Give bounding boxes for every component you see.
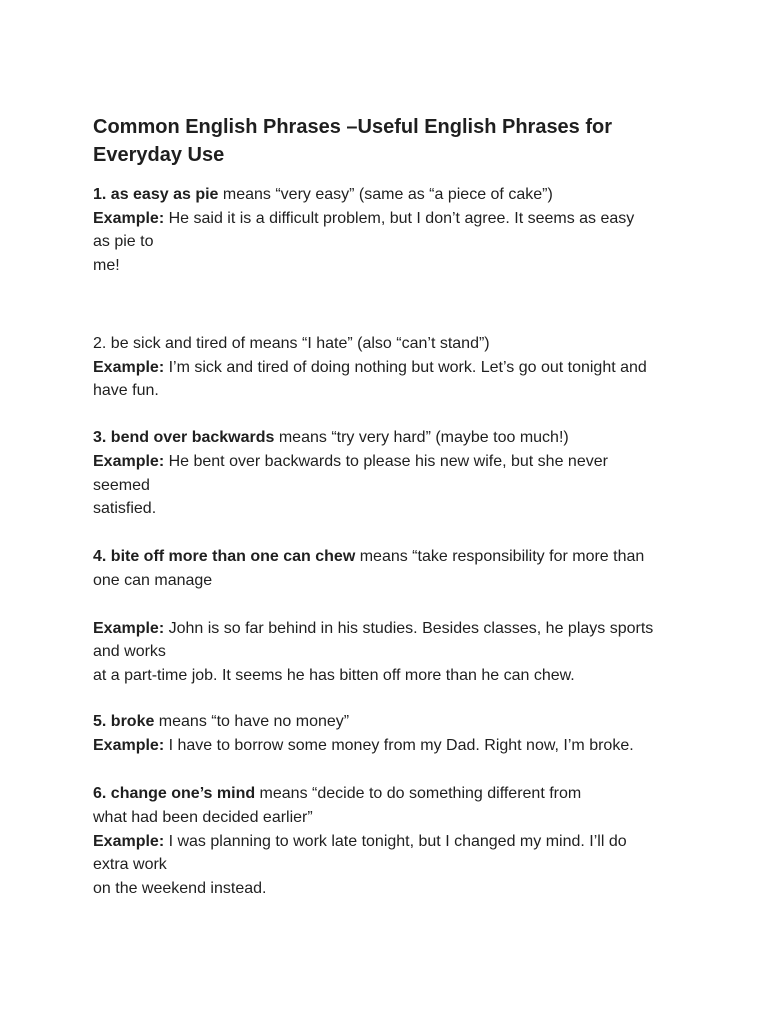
- example-label: Example:: [93, 359, 165, 376]
- example-label: Example:: [93, 210, 165, 227]
- entry-6-example-line-3: on the weekend instead.: [93, 880, 267, 897]
- entry-4-term: 4. bite off more than one can chew: [93, 548, 356, 565]
- entry-1-meaning: means “very easy” (same as “a piece of cake”): [218, 186, 553, 203]
- entry-5-term: 5. broke: [93, 713, 155, 730]
- entry-6-term: 6. change one’s mind: [93, 785, 256, 802]
- entry-1-example-line-1: Example: He said it is a difficult problem, but I don’t agree. It seems as easy: [93, 210, 635, 227]
- entry-4-example-line-1: Example: John is so far behind in his studies. Besides classes, he plays sports: [93, 620, 654, 637]
- entry-4-meaning-line-2: one can manage: [93, 572, 213, 589]
- entry-4-example-line-2: and works: [93, 643, 166, 660]
- entry-3-example-line-3: satisfied.: [93, 500, 157, 517]
- entry-2-example-line-1: Example: I’m sick and tired of doing nothing but work. Let’s go out tonight and: [93, 359, 647, 376]
- entry-4-meaning: means “take responsibility for more than: [355, 548, 645, 565]
- title-line-2: Everyday Use: [93, 144, 225, 166]
- entry-6-example-line-1: Example: I was planning to work late tonight, but I changed my mind. I’ll do: [93, 833, 627, 850]
- entry-6-definition: [93, 783, 581, 805]
- entry-5-example-line-1: Example: I have to borrow some money from my Dad. Right now, I’m broke.: [93, 737, 634, 754]
- example-label: Example:: [93, 620, 165, 637]
- example-label: Example:: [93, 453, 165, 470]
- entry-2-definition: 2. be sick and tired of means “I hate” (also “can’t stand”): [93, 335, 490, 352]
- entry-3-example-line-2: seemed: [93, 477, 150, 494]
- entry-3-definition: [93, 427, 569, 449]
- entry-1-definition: [93, 184, 553, 206]
- entry-2-example-line-2: have fun.: [93, 382, 159, 399]
- entry-1-term: 1. as easy as pie: [93, 186, 219, 203]
- entry-3-term: 3. bend over backwards: [93, 429, 275, 446]
- entry-1-example-line-2: as pie to: [93, 233, 154, 250]
- entry-1-example-line-3: me!: [93, 257, 120, 274]
- entry-3-meaning: means “try very hard” (maybe too much!): [274, 429, 569, 446]
- entry-6-example-line-2: extra work: [93, 856, 167, 873]
- example-label: Example:: [93, 737, 165, 754]
- document-title: [93, 113, 693, 169]
- entry-6-meaning-line-2: what had been decided earlier”: [93, 809, 313, 826]
- title-line-1: Common English Phrases –Useful English Phrases for: [93, 116, 613, 138]
- entry-3-example-line-1: Example: He bent over backwards to please his new wife, but she never: [93, 453, 608, 470]
- entry-4-example-line-3: at a part-time job. It seems he has bitten off more than he can chew.: [93, 667, 575, 684]
- example-label: Example:: [93, 833, 165, 850]
- entry-5-definition: [93, 711, 349, 733]
- entry-4-definition: [93, 546, 644, 568]
- entry-5-meaning: means “to have no money”: [154, 713, 350, 730]
- entry-6-meaning: means “decide to do something different from: [255, 785, 582, 802]
